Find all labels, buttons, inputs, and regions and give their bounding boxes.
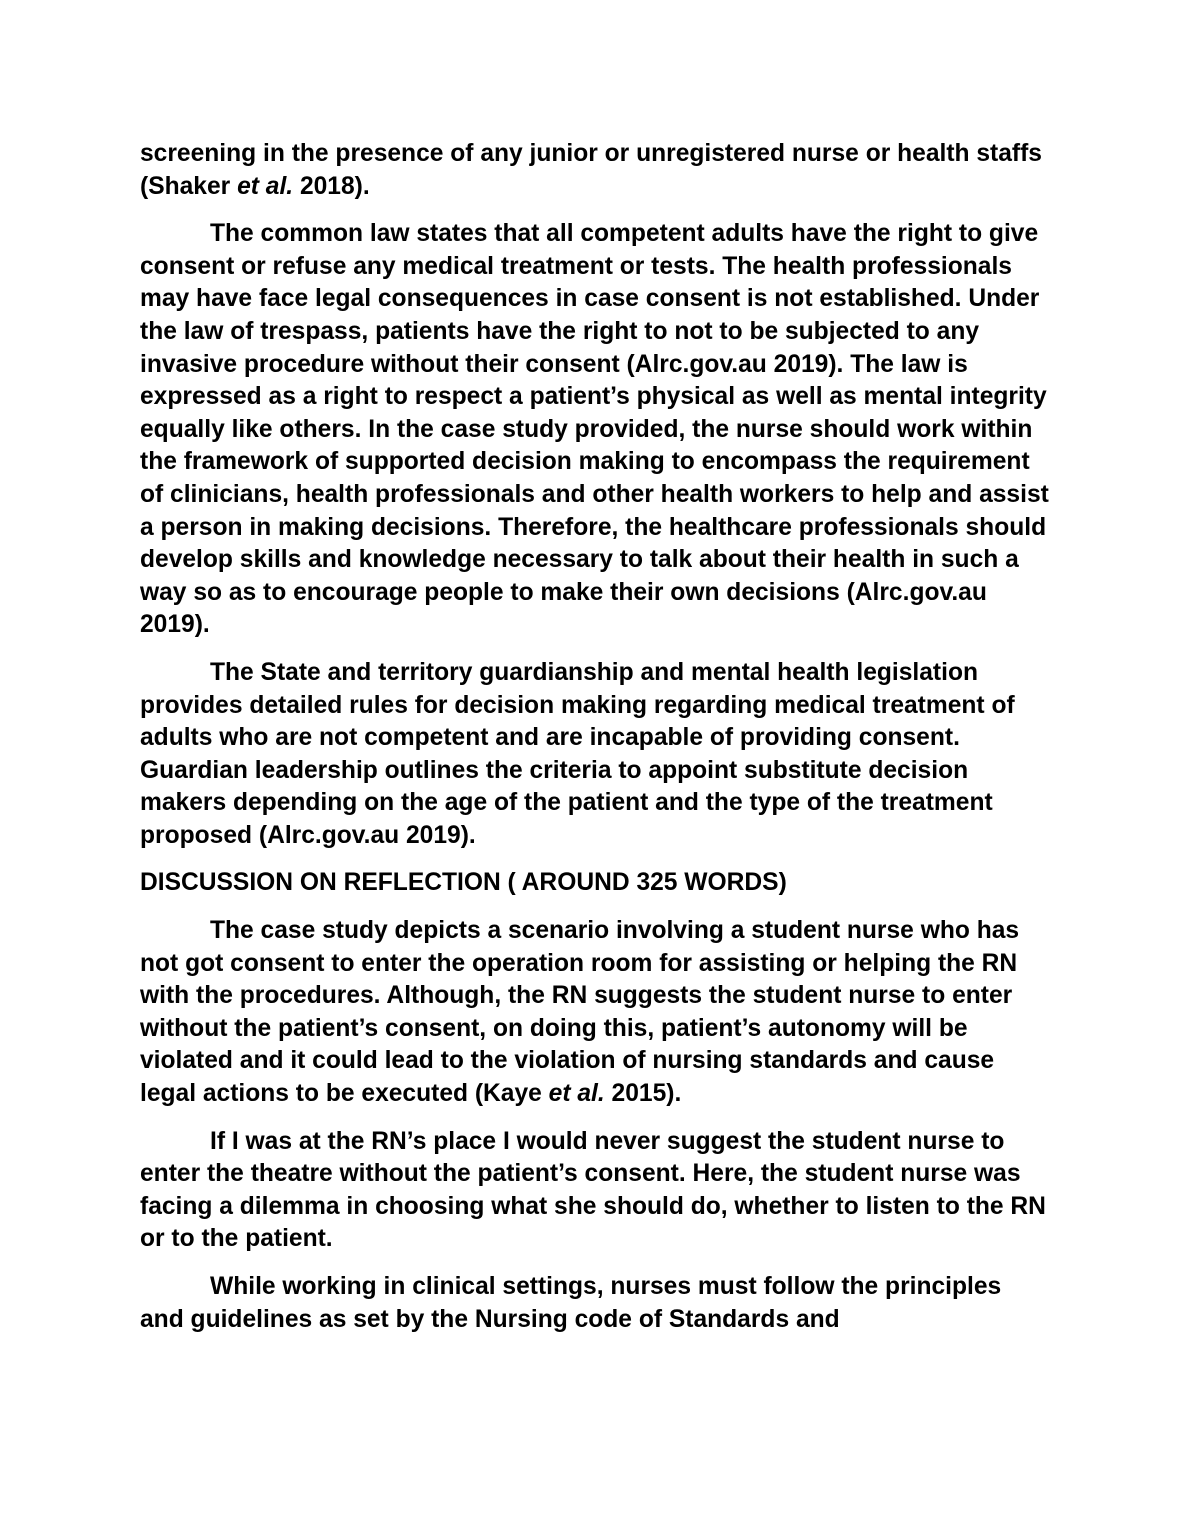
italic-et-al: et al. xyxy=(548,1080,605,1108)
document-body xyxy=(140,138,1050,1351)
paragraph-case-study: The case study depicts a scenario involving a student nurse who has not got consent to enter the operation room for assisting or helping the RN with the procedures. Although, the RN suggests the student nurse to enter without the patient’s consent, on doing this, patient’s autonomy will be violated and it could lead to the violation of nursing standards and cause legal actions to be executed (Kaye et al. 2015). xyxy=(140,917,1020,1108)
paragraph-rn-place: If I was at the RN’s place I would never suggest the student nurse to enter the theatre without the patient’s consent. Here, the student nurse was facing a dilemma in choosing what she should do, whether to listen to the RN or to the patient. xyxy=(140,1127,1046,1253)
paragraph-clinical-settings: While working in clinical settings, nurses must follow the principles and guidelines as set by the Nursing code of Standards and xyxy=(140,1273,1002,1333)
italic-et-al: et al. xyxy=(237,172,294,200)
paragraph-common-law: The common law states that all competent adults have the right to give consent or refuse any medical treatment or tests. The health professionals may have face legal consequences in case consent is not established. Under the law of trespass, patients have the right to not to be subjected to any invasive procedure without their consent (Alrc.gov.au 2019). The law is expressed as a right to respect a patient’s physical as well as mental integrity equally like others. In the case study provided, the nurse should work within the framework of supported decision making to encompass the requirement of clinicians, health professionals and other health workers to help and assist a person in making decisions. Therefore, the healthcare professionals should develop skills and knowledge necessary to talk about their health in such a way so as to encourage people to make their own decisions (Alrc.gov.au 2019). xyxy=(140,220,1049,639)
section-heading: DISCUSSION ON REFLECTION ( AROUND 325 WORDS) xyxy=(140,869,787,897)
paragraph-guardianship: The State and territory guardianship and mental health legislation provides detailed rules for decision making regarding medical treatment of adults who are not competent and are incapable of providing consent. Guardian leadership outlines the criteria to appoint substitute decision makers depending on the age of the patient and the type of the treatment proposed (Alrc.gov.au 2019). xyxy=(140,658,1015,849)
paragraph-continuation: screening in the presence of any junior or unregistered nurse or health staffs (Shaker et al. 2018). xyxy=(140,140,1042,200)
